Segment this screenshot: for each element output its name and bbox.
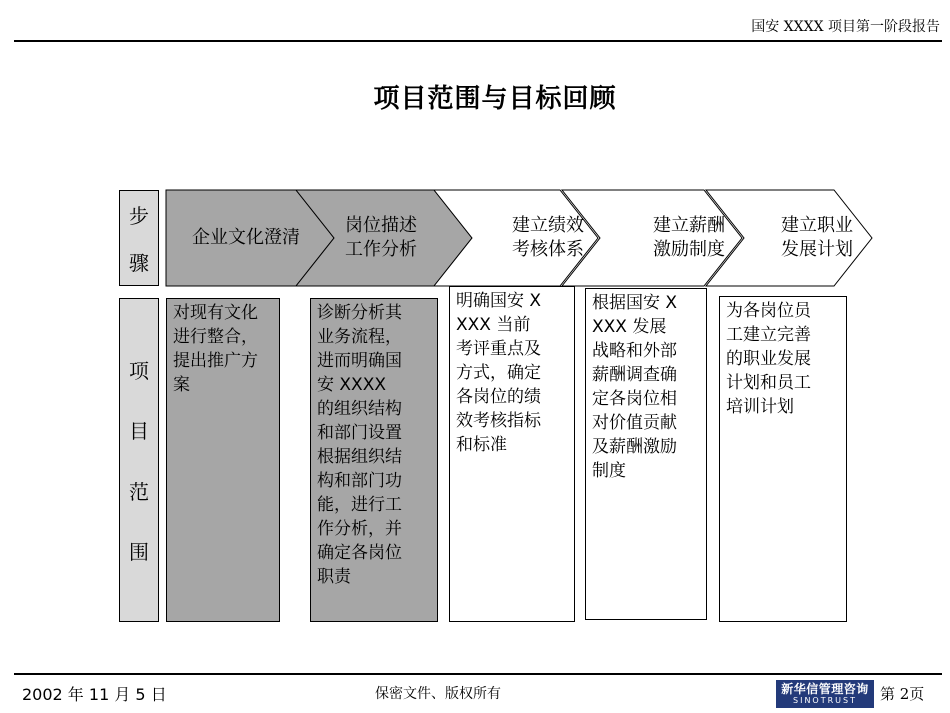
step-label-line: 考核体系	[512, 239, 584, 260]
scope-line: 根据组织结	[317, 447, 402, 467]
scope-line: XXX 发展	[592, 317, 667, 337]
scope-line: 工建立完善	[726, 325, 811, 345]
step-label-line: 激励制度	[653, 239, 725, 260]
step-label-5	[762, 214, 872, 262]
scope-box-3	[449, 286, 575, 622]
scope-line: 的组织结构	[317, 399, 402, 419]
scope-box-4	[585, 288, 707, 620]
steps-label-char: 骤	[129, 251, 149, 275]
scope-line: 的职业发展	[726, 349, 811, 369]
scope-label-char: 围	[129, 540, 149, 565]
step-label-2	[326, 214, 436, 262]
scope-line: 和标准	[456, 435, 507, 455]
footer-date: 2002 年 11 月 5 日	[22, 685, 167, 704]
scope-line: 安 XXXX	[317, 375, 386, 395]
scope-line: 效考核指标	[456, 411, 541, 431]
scope-line: 定各岗位相	[592, 389, 677, 409]
scope-line: 诊断分析其	[317, 303, 402, 323]
footer-confidential-notice: 保密文件、版权所有	[375, 686, 501, 702]
step-label-4	[634, 214, 744, 262]
step-label-line: 建立职业	[781, 215, 853, 236]
scope-line: 业务流程，	[317, 327, 402, 347]
step-label-line: 工作分析	[345, 239, 417, 260]
scope-line: 各岗位的绩	[456, 387, 541, 407]
scope-box-5	[719, 296, 847, 622]
scope-line: 职责	[317, 567, 351, 587]
page-number: 第 2页	[880, 685, 925, 703]
scope-line: 和部门设置	[317, 423, 402, 443]
step-label-line: 企业文化澄清	[192, 227, 300, 248]
step-label-line: 建立薪酬	[653, 215, 725, 236]
scope-line: 方式，确定	[456, 363, 541, 383]
scope-label-char: 项	[129, 358, 149, 383]
scope-line: 进而明确国	[317, 351, 402, 371]
scope-line: 及薪酬激励	[592, 437, 677, 457]
scope-line: 对现有文化	[173, 303, 258, 323]
scope-line: XXX 当前	[456, 315, 531, 335]
scope-line: 进行整合，	[173, 327, 258, 347]
scope-line: 战略和外部	[592, 341, 677, 361]
scope-line: 明确国安 X	[456, 291, 542, 311]
scope-line: 构和部门功	[317, 471, 402, 491]
logo-en-text: SINOTRUST	[793, 696, 857, 705]
scope-line: 考评重点及	[456, 339, 541, 359]
step-label-1	[176, 226, 316, 250]
scope-line: 对价值贡献	[592, 413, 677, 433]
document-header-title: 国安 XXXX 项目第一阶段报告	[751, 19, 940, 35]
scope-line: 能，进行工	[317, 495, 402, 515]
scope-label-char: 范	[129, 479, 149, 504]
scope-line: 作分析，并	[317, 519, 402, 539]
scope-line: 确定各岗位	[317, 543, 402, 563]
scope-line: 为各岗位员	[726, 301, 811, 321]
slide-title: 项目范围与目标回顾	[373, 84, 617, 114]
scope-line: 制度	[592, 461, 626, 481]
scope-line: 计划和员工	[726, 373, 811, 393]
scope-box-1	[166, 298, 280, 622]
scope-line: 案	[173, 375, 190, 395]
step-label-line: 建立绩效	[512, 215, 584, 236]
scope-box-2	[310, 298, 438, 622]
step-label-3	[493, 214, 603, 262]
steps-label-char: 步	[129, 204, 149, 228]
scope-line: 薪酬调查确	[592, 365, 677, 385]
step-label-line: 岗位描述	[345, 215, 417, 236]
step-label-line: 发展计划	[781, 239, 853, 260]
scope-line: 培训计划	[726, 397, 794, 417]
scope-line: 提出推广方	[173, 351, 258, 371]
scope-label-char: 目	[129, 419, 149, 444]
sinotrust-logo	[776, 680, 874, 708]
logo-cn-text: 新华信管理咨询	[781, 682, 869, 696]
scope-line: 根据国安 X	[592, 293, 678, 313]
footer-divider	[14, 673, 942, 675]
